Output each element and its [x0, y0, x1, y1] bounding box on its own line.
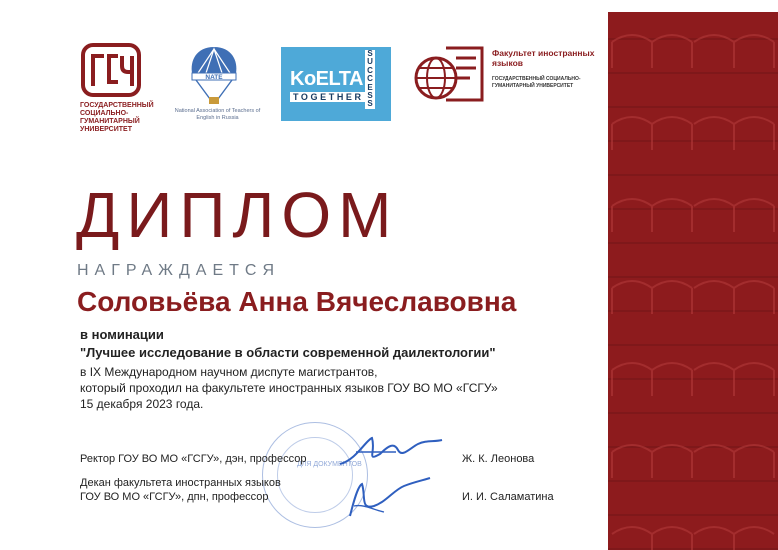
dean-name: И. И. Саламатина [462, 491, 554, 503]
rector-name: Ж. К. Леонова [462, 453, 535, 465]
faculty-title: Факультет иностранных языков [492, 48, 595, 68]
dean-signature [344, 476, 434, 522]
nomination-label: в номинации [80, 327, 164, 342]
event-line-1: в IX Международном научном диспуте магистрантов, [80, 365, 378, 379]
diploma-heading: ДИПЛОМ [76, 179, 399, 251]
globe-book-icon [410, 42, 486, 104]
nomination-title: "Лучшее исследование в области современной даилектологии" [80, 345, 496, 360]
recipient-name: Соловьёва Анна Вячеславовна [77, 286, 517, 317]
koelta-word: KoELTA [290, 68, 363, 90]
gsgu-logo-text: ГОСУДАРСТВЕННЫЙ СОЦИАЛЬНО-ГУМАНИТАРНЫЙ УНИВЕРСИТЕТ [80, 102, 154, 133]
koelta-success: SUCCESS [365, 50, 375, 109]
nate-logo-text: National Association of Teachers of English in Russia [174, 108, 261, 121]
faculty-logo [410, 42, 486, 109]
gsgu-mark-icon [80, 42, 142, 98]
event-line-2: который проходил на факультете иностранных языков ГОУ ВО МО «ГСГУ» [80, 381, 498, 395]
dean-title-2: ГОУ ВО МО «ГСГУ», дпн, профессор [80, 491, 269, 503]
balloon-icon [188, 45, 240, 107]
stamp-text: ДЛЯ ДОКУМЕНТОВ [297, 461, 362, 468]
event-date: 15 декабря 2023 года. [80, 397, 204, 411]
dean-title-1: Декан факультета иностранных языков [80, 477, 281, 489]
nate-mark: NATE [205, 74, 223, 81]
gsgu-logo [80, 42, 160, 103]
faculty-subtitle: ГОСУДАРСТВЕННЫЙ СОЦИАЛЬНО-ГУМАНИТАРНЫЙ УНИВЕРСИТЕТ [492, 76, 581, 89]
nate-logo [188, 45, 240, 112]
rector-signature [336, 432, 446, 472]
event-description [80, 364, 498, 412]
rector-title: Ректор ГОУ ВО МО «ГСГУ», дэн, профессор [80, 453, 307, 465]
awarded-label: НАГРАЖДАЕТСЯ [77, 262, 280, 279]
koelta-together: TOGETHER [290, 92, 367, 102]
decorative-band [608, 12, 778, 550]
book-pattern [608, 12, 778, 550]
